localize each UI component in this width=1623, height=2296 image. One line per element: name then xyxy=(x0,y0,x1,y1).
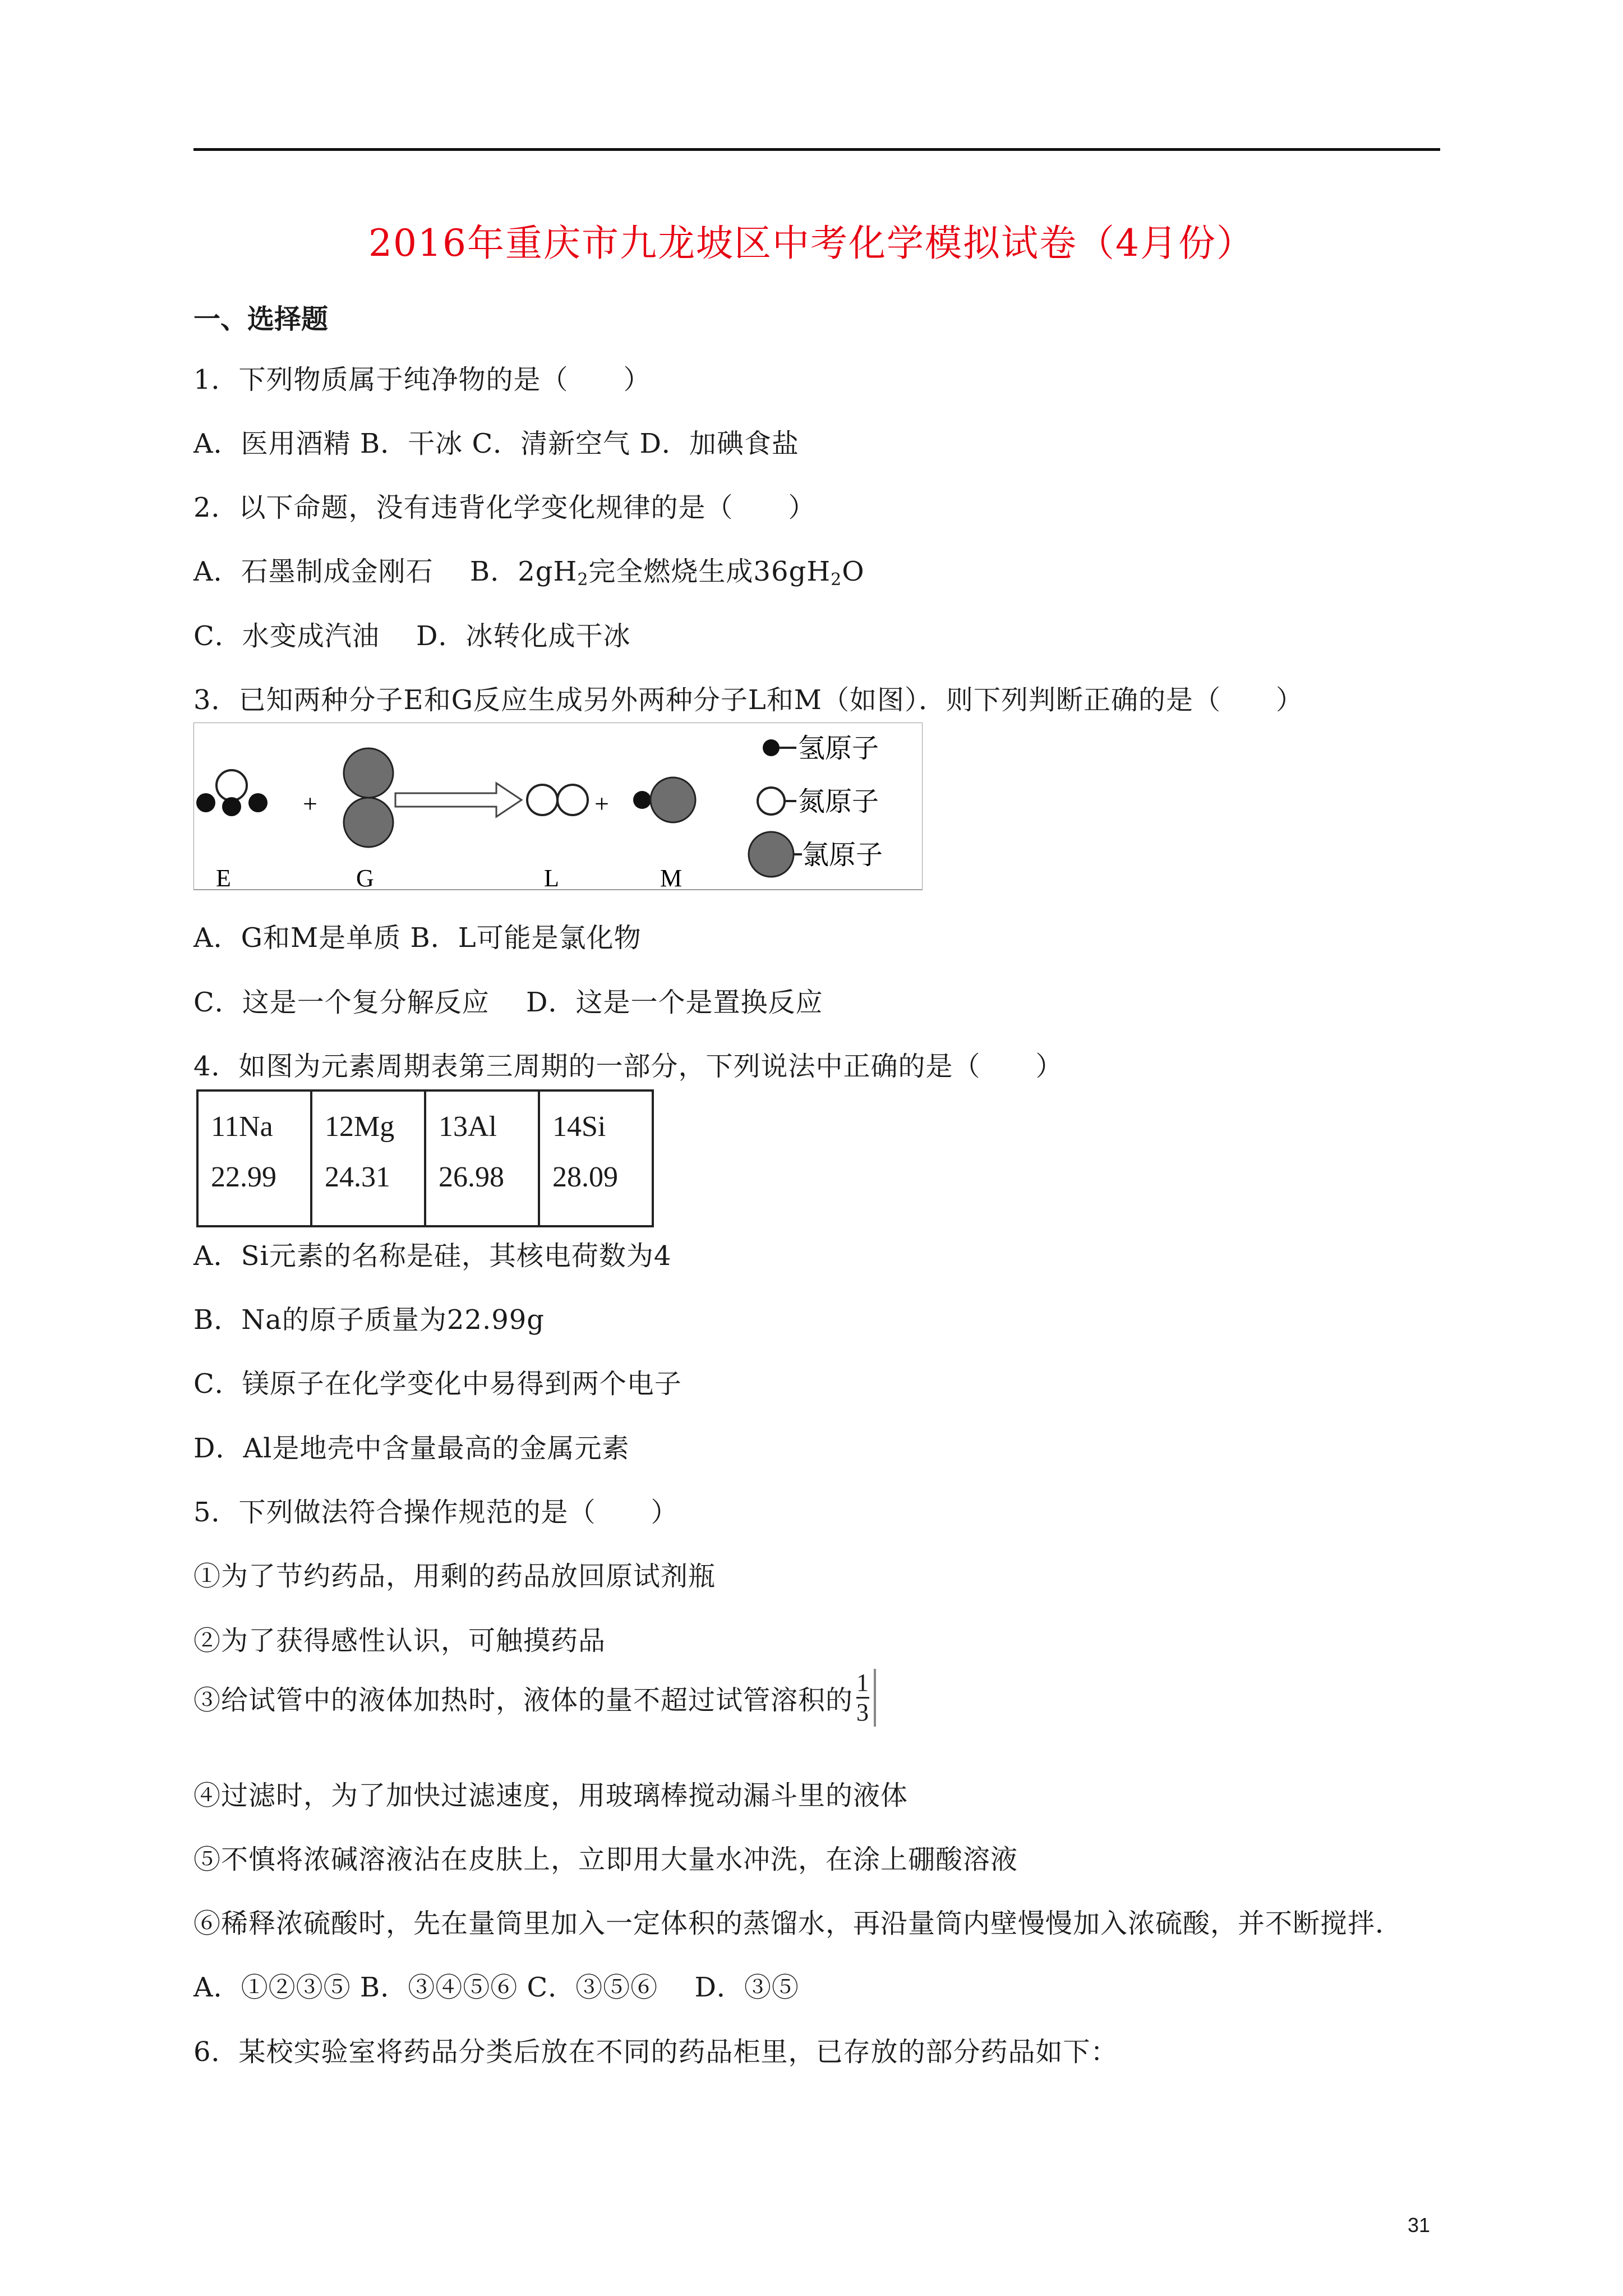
hydrogen-atom xyxy=(222,797,241,816)
question-1-options: A．医用酒精 B．干冰 C．清新空气 D．加碘食盐 xyxy=(193,428,799,459)
nitrogen-atom xyxy=(216,770,247,800)
hydrogen-atom xyxy=(633,791,651,809)
question-5-item-2: ②为了获得感性认识，可触摸药品 xyxy=(193,1625,606,1657)
question-2-stem: 2．以下命题，没有违背化学变化规律的是（ ） xyxy=(193,492,816,523)
element-symbol: 12Mg xyxy=(325,1111,395,1143)
question-5-item-5: ⑤不慎将浓碱溶液沾在皮肤上，立即用大量水冲洗，在涂上硼酸溶液 xyxy=(193,1844,1018,1875)
q2-opt-b-mid: 完全燃烧生成36gH xyxy=(588,556,831,587)
question-3-stem: 3．已知两种分子E和G反应生成另外两种分子L和M（如图）．则下列判断正确的是（ ） xyxy=(193,684,1303,716)
label-l: L xyxy=(544,864,559,891)
question-5-stem: 5．下列做法符合操作规范的是（ ） xyxy=(193,1497,679,1528)
nitrogen-atom xyxy=(557,785,588,815)
element-symbol: 11Na xyxy=(211,1111,273,1143)
question-5-options: A．①②③⑤ B．③④⑤⑥ C．③⑤⑥ D．③⑤ xyxy=(193,1972,799,2003)
question-4-option-c: C．镁原子在化学变化中易得到两个电子 xyxy=(193,1368,682,1400)
element-mass: 24.31 xyxy=(325,1161,390,1193)
q5-item-3-text: ③给试管中的液体加热时，液体的量不超过试管溶积的 xyxy=(193,1685,854,1716)
nitrogen-atom xyxy=(527,785,557,815)
legend-chlorine: 氯原子 xyxy=(802,839,883,871)
q2-sub: 2 xyxy=(577,570,589,590)
question-5-item-3 xyxy=(193,1669,876,1727)
periodic-table-excerpt xyxy=(196,1089,654,1227)
question-5-item-6: ⑥稀释浓硫酸时，先在量筒里加入一定体积的蒸馏水，再沿量筒内壁慢慢加入浓硫酸，并不断搅拌． xyxy=(193,1908,1403,1939)
legend-nitrogen: 氮原子 xyxy=(798,786,879,817)
fraction-one-third xyxy=(856,1669,876,1727)
hydrogen-atom xyxy=(196,793,215,812)
fraction-denominator: 3 xyxy=(856,1699,870,1726)
question-4-option-b: B．Na的原子质量为22.99g xyxy=(193,1304,545,1336)
reaction-figure xyxy=(193,723,923,891)
section-heading: 一、选择题 xyxy=(193,303,329,335)
question-5-item-4: ④过滤时，为了加快过滤速度，用玻璃棒搅动漏斗里的液体 xyxy=(193,1780,909,1811)
element-cell xyxy=(311,1091,425,1226)
question-2-options-cd: C．水变成汽油 D．冰转化成干冰 xyxy=(193,620,631,652)
question-4-option-a: A．Si元素的名称是硅，其核电荷数为4 xyxy=(193,1240,672,1272)
header-rule xyxy=(193,148,1440,151)
q2-opt-b-end: O xyxy=(842,556,865,587)
element-mass: 26.98 xyxy=(439,1161,504,1193)
page-title: 2016年重庆市九龙坡区中考化学模拟试卷（4月份） xyxy=(368,222,1255,265)
page-number: 31 xyxy=(1408,2214,1431,2237)
chlorine-atom xyxy=(344,798,393,847)
element-cell xyxy=(197,1091,311,1226)
figure-legend xyxy=(749,733,883,877)
nitrogen-legend-icon xyxy=(758,788,785,815)
q2-sub: 2 xyxy=(831,570,842,590)
plus-sign: + xyxy=(303,789,317,818)
question-4-option-d: D．Al是地壳中含量最高的金属元素 xyxy=(193,1433,630,1464)
element-cell xyxy=(539,1091,653,1226)
question-5-item-1: ①为了节约药品，用剩的药品放回原试剂瓶 xyxy=(193,1561,716,1592)
question-4-stem: 4．如图为元素周期表第三周期的一部分，下列说法中正确的是（ ） xyxy=(193,1051,1063,1082)
element-mass: 22.99 xyxy=(211,1161,276,1193)
label-g: G xyxy=(356,864,374,891)
plus-sign: + xyxy=(594,789,609,818)
chlorine-atom xyxy=(344,748,393,798)
fraction-numerator: 1 xyxy=(856,1669,869,1699)
question-6-stem: 6．某校实验室将药品分类后放在不同的药品柜里，已存放的部分药品如下： xyxy=(193,2036,1118,2068)
question-1-stem: 1．下列物质属于纯净物的是（ ） xyxy=(193,364,651,395)
element-symbol: 13Al xyxy=(439,1111,497,1143)
element-cell xyxy=(425,1091,539,1226)
hydrogen-legend-icon xyxy=(763,739,780,756)
question-3-options-cd: C．这是一个复分解反应 D．这是一个是置换反应 xyxy=(193,987,823,1018)
question-3-options-ab: A．G和M是单质 B．L可能是氯化物 xyxy=(193,922,642,954)
element-mass: 28.09 xyxy=(552,1161,618,1193)
chlorine-atom xyxy=(651,777,695,822)
q2-opt-a: A．石墨制成金刚石 B．2gH xyxy=(193,556,578,587)
label-m: M xyxy=(660,864,683,891)
hydrogen-atom xyxy=(248,793,268,812)
label-e: E xyxy=(216,864,231,891)
chlorine-legend-icon xyxy=(749,832,794,877)
element-symbol: 14Si xyxy=(552,1111,606,1143)
question-2-options-ab xyxy=(193,550,865,590)
legend-hydrogen: 氢原子 xyxy=(798,733,879,764)
